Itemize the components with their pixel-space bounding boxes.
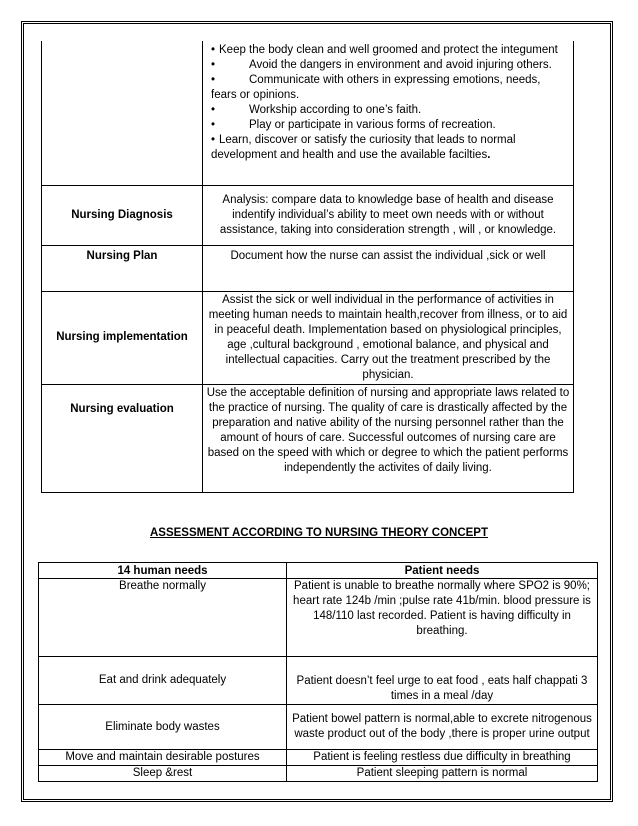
row-label-nursing-implementation: Nursing implementation [42,291,203,384]
human-need-cell: Breathe normally [39,579,287,657]
patient-need-cell: Patient doesn’t feel urge to eat food , eats half chappati 3 times in a meal /day [287,657,598,705]
table-row [39,579,598,657]
table-row [42,41,574,185]
list-item-text: Workship according to one’s faith. [249,104,422,116]
human-need-cell: Eat and drink adequately [39,657,287,705]
patient-need-cell: Patient is unable to breathe normally where SPO2 is 90%; heart rate 124b /min ;pulse rate 41b/min. blood pressure is 148/110 last recorded. Patient is having difficulty in breathing. [287,579,598,657]
bullet-icon: • [211,119,216,131]
row-text-nursing-implementation: Assist the sick or well individual in the performance of activities in meeting human needs to maintain health,recover from illness, or to aid in peaceful death. Implementation based on physiological principles, age ,cultural background , emotional balance, and physical and intellectual capacities. Carry out the treatment prescribed by the physician. [203,291,574,384]
list-item-text: Play or participate in various forms of recreation. [249,119,496,131]
list-item [211,58,569,73]
patient-need-cell: Patient is feeling restless due difficulty in breathing [287,750,598,766]
row-text-nursing-plan: Document how the nurse can assist the individual ,sick or well [203,245,574,291]
bullet-icon: • [211,44,216,56]
bullet-icon: • [211,104,216,116]
row-label-nursing-evaluation: Nursing evaluation [42,384,203,492]
nursing-process-table [41,41,574,493]
assessment-heading: ASSESSMENT ACCORDING TO NURSING THEORY CONCEPT [149,527,488,539]
bullet-icon: • [211,74,216,86]
patient-need-cell: Patient bowel pattern is normal,able to excrete nitrogenous waste product out of the body ,there is proper urine output [287,705,598,750]
table-row [39,657,598,705]
row-text-nursing-evaluation: Use the acceptable definition of nursing and appropriate laws related to the practice of nursing. The quality of care is drastically affected by the preparation and native ability of the nursing personnel rather than the amount of hours of care. Successful outcomes of nursing care are based on the speed with which or degree to which the patient performs independently the activites of daily living. [203,384,574,492]
table-row [42,245,574,291]
bullet-icon: • [211,134,216,146]
needs-bullet-list [211,43,569,163]
list-item-text: Keep the body clean and well groomed and protect the integument [219,44,558,56]
table-row [42,291,574,384]
bullet-icon: • [211,59,216,71]
list-item [211,133,569,163]
column-header-patient-needs: Patient needs [287,563,598,579]
list-item [211,43,569,58]
assessment-table [38,562,598,782]
header-row [39,563,598,579]
table-row [39,766,598,782]
human-need-cell: Eliminate body wastes [39,705,287,750]
continuation-cell [203,41,574,185]
row-text-nursing-diagnosis: Analysis: compare data to knowledge base of health and disease indentify individual’s ability to meet own needs with or without assistance, taking into consideration strength , will , or knowledge. [203,185,574,245]
continuation-label-cell [42,41,203,185]
list-item-text: Avoid the dangers in environment and avoid injuring others. [249,59,552,71]
list-item [211,118,569,133]
row-label-nursing-plan: Nursing Plan [42,245,203,291]
list-item-trailing: . [487,149,491,161]
column-header-human-needs: 14 human needs [39,563,287,579]
list-item [211,103,569,118]
patient-need-cell: Patient sleeping pattern is normal [287,766,598,782]
table-row [42,185,574,245]
list-item-text: Learn, discover or satisfy the curiosity that leads to normal development and health and use the available facilties [211,134,516,161]
human-need-cell: Sleep &rest [39,766,287,782]
human-need-cell: Move and maintain desirable postures [39,750,287,766]
list-item [211,73,569,103]
table-row [39,750,598,766]
row-label-nursing-diagnosis: Nursing Diagnosis [42,185,203,245]
table-row [39,705,598,750]
list-item-text: Communicate with others in expressing emotions, needs, fears or opinions. [211,74,541,101]
table-row [42,384,574,492]
